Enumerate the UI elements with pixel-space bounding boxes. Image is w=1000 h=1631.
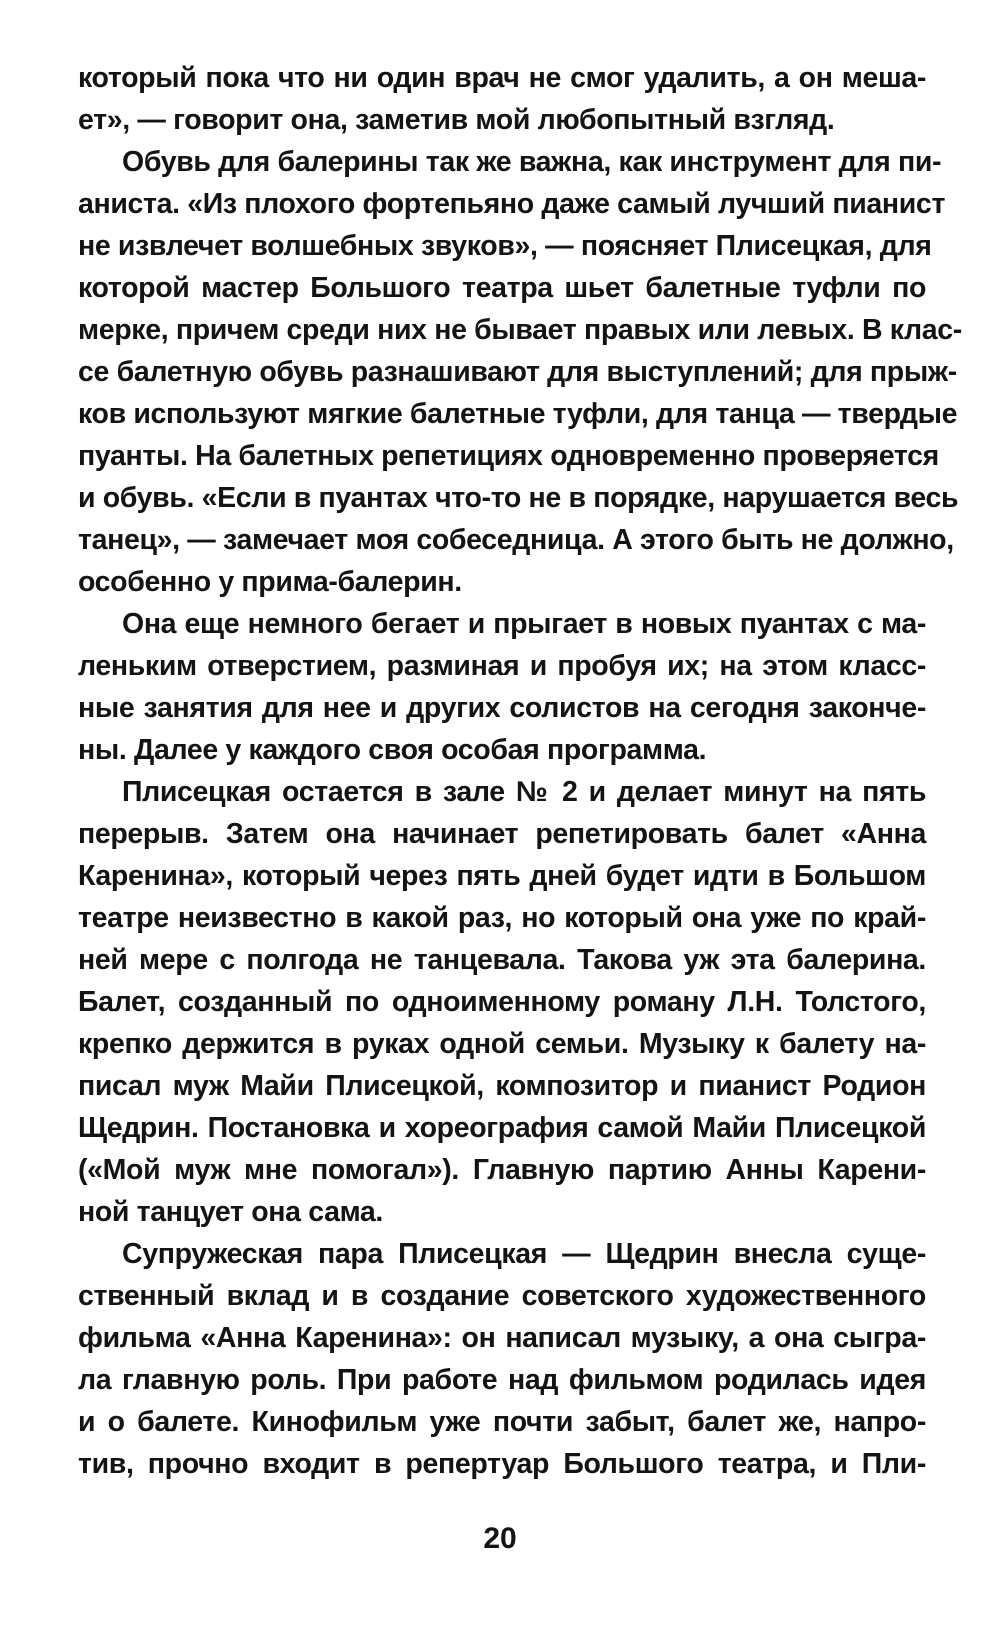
paragraph-start-line: Обувь для балерины так же важна, как инструмент для пи- xyxy=(122,146,942,178)
text-line: который пока что ни один врач не смог удалить, а он меша- xyxy=(78,62,926,94)
paragraph-start-line: Она еще немного бегает и прыгает в новых пуантах с ма- xyxy=(122,608,926,640)
text-line: («Мой муж мне помогал»). Главную партию Анны Карени- xyxy=(78,1154,926,1186)
text-line: ней мере с полгода не танцевала. Такова уж эта балерина. xyxy=(78,944,926,976)
text-line: ные занятия для нее и других солистов на сегодня законче- xyxy=(78,692,926,724)
text-line: аниста. «Из плохого фортепьяно даже самый лучший пианист xyxy=(78,188,946,220)
text-line: писал муж Майи Плисецкой, композитор и пианист Родион xyxy=(78,1070,926,1102)
paragraph-start-line: Плисецкая остается в зале № 2 и делает минут на пять xyxy=(122,776,926,808)
text-line: театре неизвестно в какой раз, но который она уже по край- xyxy=(78,902,926,934)
text-line: тив, прочно входит в репертуар Большого театра, и Пли- xyxy=(78,1448,926,1480)
paragraph-start-line: Супружеская пара Плисецкая — Щедрин внесла суще- xyxy=(122,1238,926,1270)
text-line: Балет, созданный по одноименному роману Л.Н. Толстого, xyxy=(78,986,926,1018)
text-line: ной танцует она сама. xyxy=(78,1196,383,1228)
text-line: Каренина», который через пять дней будет идти в Большом xyxy=(78,860,926,892)
text-line: и о балете. Кинофильм уже почти забыт, балет же, напро- xyxy=(78,1406,926,1438)
text-line: мерке, причем среди них не бывает правых или левых. В клас- xyxy=(78,314,962,346)
text-line: Щедрин. Постановка и хореография самой Майи Плисецкой xyxy=(78,1112,926,1144)
text-line: которой мастер Большого театра шьет балетные туфли по xyxy=(78,272,926,304)
text-line: и обувь. «Если в пуантах что-то не в порядке, нарушается весь xyxy=(78,482,959,514)
text-line: пуанты. На балетных репетициях одновременно проверяется xyxy=(78,440,939,472)
text-line: ет», — говорит она, заметив мой любопытный взгляд. xyxy=(78,104,835,136)
text-line: не извлечет волшебных звуков», — поясняет Плисецкая, для xyxy=(78,230,932,262)
text-line: перерыв. Затем она начинает репетировать балет «Анна xyxy=(78,818,926,850)
text-line: крепко держится в руках одной семьи. Музыку к балету на- xyxy=(78,1028,926,1060)
text-line: ны. Далее у каждого своя особая программа. xyxy=(78,734,707,766)
text-line: се балетную обувь разнашивают для выступлений; для прыж- xyxy=(78,356,957,388)
text-line: леньким отверстием, разминая и пробуя их; на этом класс- xyxy=(78,650,926,682)
text-line: фильма «Анна Каренина»: он написал музыку, а она сыгра- xyxy=(78,1322,926,1354)
text-line: танец», — замечает моя собеседница. А этого быть не должно, xyxy=(78,524,954,556)
text-line: ственный вклад и в создание советского художественного xyxy=(78,1280,926,1312)
page-number: 20 xyxy=(483,1522,517,1555)
text-line: ла главную роль. При работе над фильмом родилась идея xyxy=(78,1364,926,1396)
text-line: ков используют мягкие балетные туфли, для танца — твердые xyxy=(78,398,958,430)
text-line: особенно у прима-балерин. xyxy=(78,566,462,598)
